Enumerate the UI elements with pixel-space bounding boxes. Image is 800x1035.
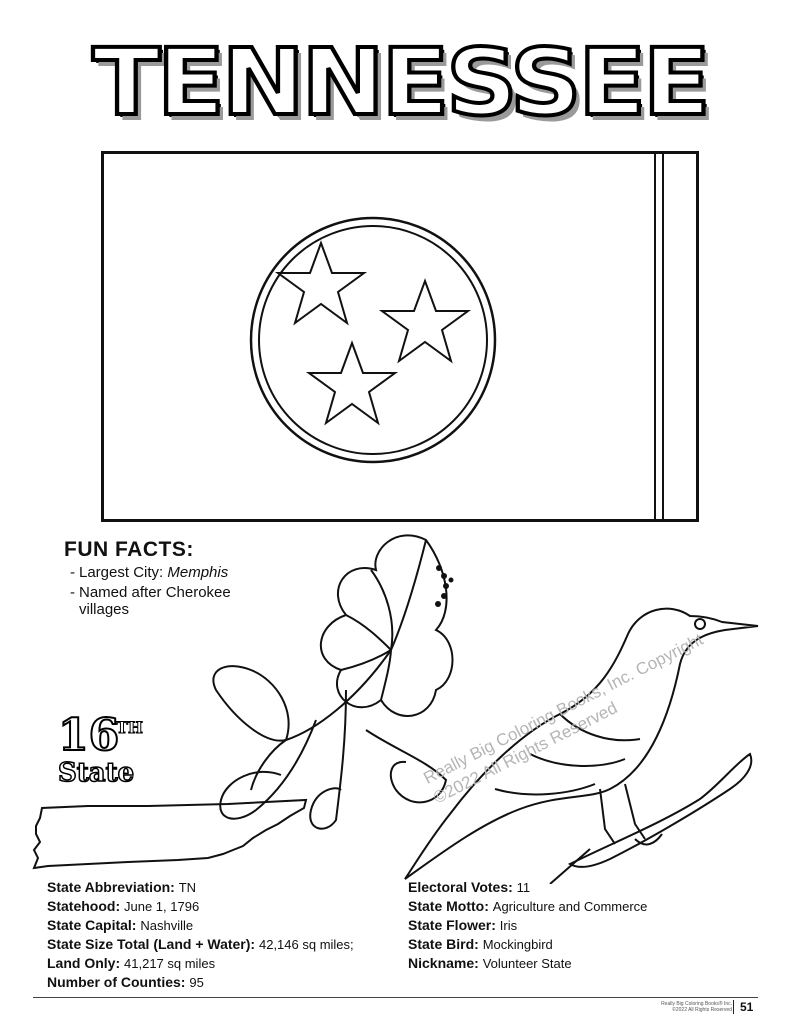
statehood-rank-suffix: TH bbox=[116, 718, 144, 737]
fact-label: Electoral Votes: bbox=[408, 879, 513, 895]
fact-row bbox=[47, 878, 354, 897]
fact-value: 41,217 sq miles bbox=[124, 956, 216, 971]
fact-value: Iris bbox=[499, 918, 518, 933]
copyright-watermark: Really Big Coloring Books, Inc. Copyright ©2022 All Rights Reserved bbox=[420, 629, 707, 808]
list-dash: - bbox=[70, 584, 75, 601]
fact-row bbox=[47, 916, 354, 935]
fact-value: 42,146 sq miles; bbox=[258, 937, 354, 952]
flag-stripe bbox=[662, 154, 664, 519]
fact-row bbox=[47, 954, 354, 973]
fact-label: Number of Counties: bbox=[47, 974, 186, 990]
fun-fact-label: Largest City: bbox=[79, 564, 168, 581]
fact-label: State Size Total (Land + Water): bbox=[47, 936, 256, 952]
fact-label: State Abbreviation: bbox=[47, 879, 175, 895]
star-icon bbox=[278, 243, 364, 323]
fact-label: State Flower: bbox=[408, 917, 496, 933]
flag-star-emblem bbox=[248, 215, 498, 465]
fact-label: State Capital: bbox=[47, 917, 137, 933]
star-icon bbox=[382, 281, 468, 361]
fact-label: Statehood: bbox=[47, 898, 121, 914]
fact-row bbox=[408, 916, 647, 935]
fact-label: Land Only: bbox=[47, 955, 121, 971]
page-number-separator bbox=[733, 1000, 734, 1014]
fact-row bbox=[408, 954, 647, 973]
flag-stripe bbox=[654, 154, 656, 519]
fact-value: Agriculture and Commerce bbox=[492, 899, 648, 914]
fact-row bbox=[408, 935, 647, 954]
fact-value: Nashville bbox=[140, 918, 194, 933]
state-facts-left bbox=[47, 878, 354, 992]
fact-label: State Bird: bbox=[408, 936, 479, 952]
fact-value: Mockingbird bbox=[482, 937, 553, 952]
fact-value: TN bbox=[178, 880, 197, 895]
fact-row bbox=[47, 973, 354, 992]
page-title: TENNESSEE bbox=[92, 29, 708, 136]
state-facts-right bbox=[408, 878, 647, 973]
fact-value: June 1, 1796 bbox=[124, 899, 200, 914]
fun-fact-label: Named after Cherokee villages bbox=[79, 584, 231, 618]
page-number: 51 bbox=[740, 1000, 754, 1014]
fun-facts-heading: FUN FACTS: bbox=[64, 538, 194, 561]
state-outline bbox=[34, 800, 306, 868]
fact-row bbox=[47, 935, 354, 954]
fact-row bbox=[408, 897, 647, 916]
credit-line: ©2022 All Rights Reserved bbox=[672, 1007, 732, 1013]
footer-divider bbox=[33, 997, 758, 998]
footer-credit bbox=[614, 1001, 732, 1013]
statehood-rank-label: State bbox=[58, 758, 135, 788]
star-icon bbox=[309, 343, 395, 423]
fact-label: Nickname: bbox=[408, 955, 479, 971]
tennessee-outline-map bbox=[28, 798, 313, 873]
fact-value: 11 bbox=[516, 880, 531, 895]
list-dash: - bbox=[70, 564, 75, 581]
fact-value: Volunteer State bbox=[482, 956, 572, 971]
statehood-rank-number: 16 bbox=[58, 710, 120, 761]
fun-fact-value: Memphis bbox=[167, 564, 229, 581]
fact-label: State Motto: bbox=[408, 898, 489, 914]
credit-line: Really Big Coloring Books® Inc. bbox=[661, 1001, 732, 1007]
fact-row bbox=[408, 878, 647, 897]
emblem-outer-ring bbox=[251, 218, 495, 462]
fact-row bbox=[47, 897, 354, 916]
fact-value: 95 bbox=[189, 975, 204, 990]
